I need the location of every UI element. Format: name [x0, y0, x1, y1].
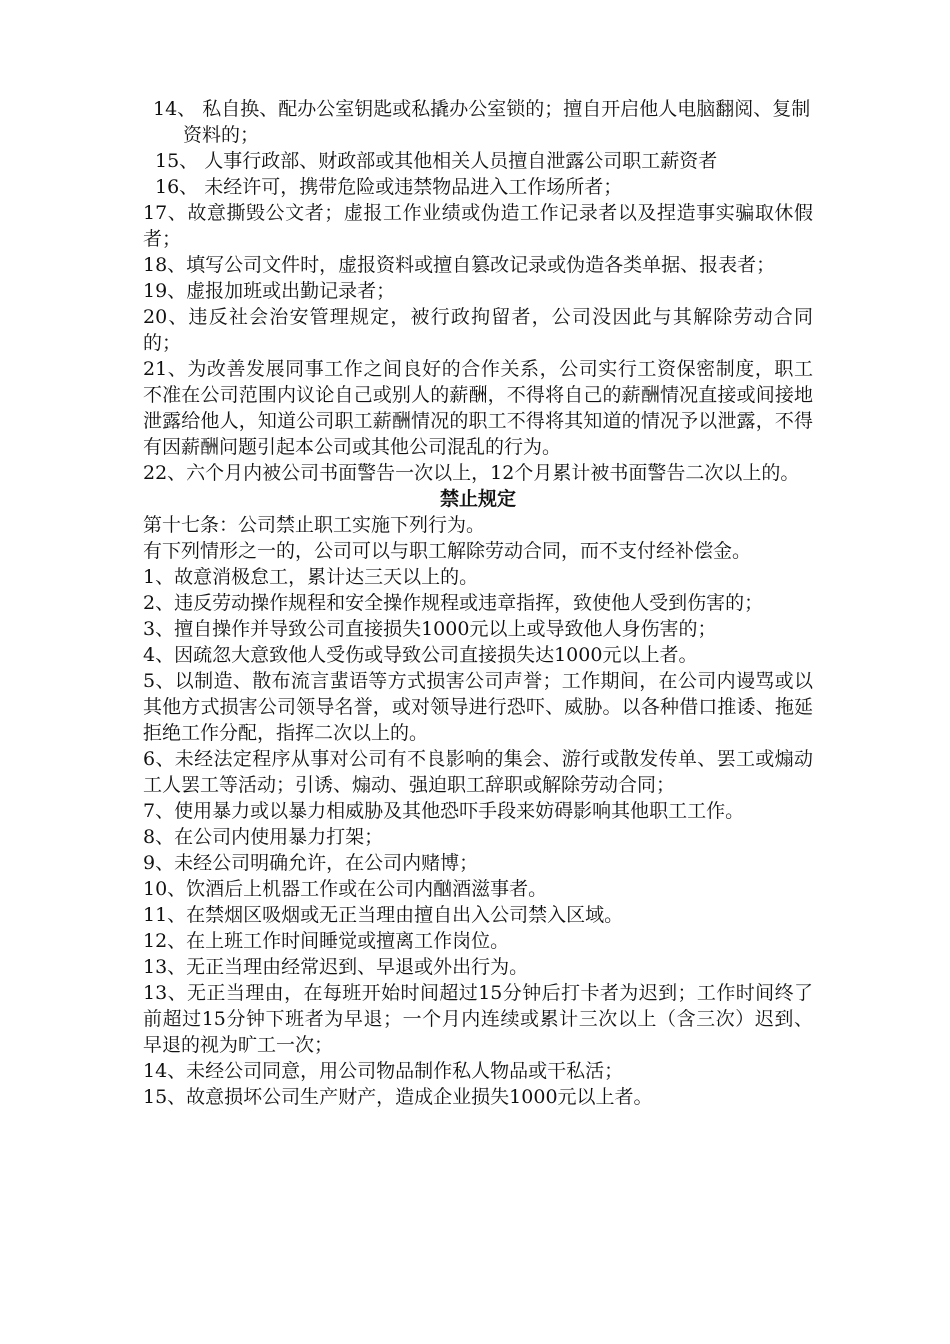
list-item: 10、饮酒后上机器工作或在公司内酗酒滋事者。: [143, 878, 548, 900]
intro-paragraph: 有下列情形之一的，公司可以与职工解除劳动合同，而不支付经补偿金。: [143, 540, 752, 562]
list-item: 6、未经法定程序从事对公司有不良影响的集会、游行或散发传单、罢工或煽动工人罢工等活动；引诱、煽动、强迫职工辞职或解除劳动合同；: [143, 748, 813, 796]
list-item: 5、以制造、散布流言蜚语等方式损害公司声誉；工作期间，在公司内谩骂或以其他方式损害公司领导名誉，或对领导进行恐吓、威胁。以各种借口推诿、拖延拒绝工作分配，指挥二次以上的。: [143, 670, 813, 744]
article-heading: 第十七条：公司禁止职工实施下列行为。: [143, 514, 486, 536]
list-item: 15、故意损坏公司生产财产，造成企业损失1000元以上者。: [143, 1086, 653, 1108]
list-item: 14、未经公司同意，用公司物品制作私人物品或干私活；: [143, 1060, 624, 1082]
list-item: 18、填写公司文件时，虚报资料或擅自篡改记录或伪造各类单据、报表者；: [143, 254, 776, 276]
list-item: 12、在上班工作时间睡觉或擅离工作岗位。: [143, 930, 510, 952]
list-item: 19、虚报加班或出勤记录者；: [143, 280, 396, 302]
list-item: 13、无正当理由经常迟到、早退或外出行为。: [143, 956, 529, 978]
list-item: 8、在公司内使用暴力打架；: [143, 826, 384, 848]
list-item: 1、故意消极怠工，累计达三天以上的。: [143, 566, 479, 588]
list-item: 22、六个月内被公司书面警告一次以上，12个月累计被书面警告二次以上的。: [143, 462, 800, 484]
list-item: 14、 私自换、配办公室钥匙或私撬办公室锁的；擅自开启他人电脑翻阅、复制资料的；: [153, 98, 811, 146]
document-page: [143, 96, 813, 1110]
list-item: 17、故意撕毁公文者；虚报工作业绩或伪造工作记录者以及捏造事实骗取休假者；: [143, 202, 813, 250]
list-item: 3、擅自操作并导致公司直接损失1000元以上或导致他人身伤害的；: [143, 618, 717, 640]
list-item: 20、违反社会治安管理规定，被行政拘留者，公司没因此与其解除劳动合同的；: [143, 306, 813, 354]
list-item: 21、为改善发展同事工作之间良好的合作关系，公司实行工资保密制度，职工不准在公司范围内议论自己或别人的薪酬，不得将自己的薪酬情况直接或间接地泄露给他人，知道公司职工薪酬情况的职工不得将其知道的情况予以泄露，不得有因薪酬问题引起本公司或其他公司混乱的行为。: [143, 358, 813, 458]
section-title: 禁止规定: [439, 488, 516, 510]
list-item: 15、 人事行政部、财政部或其他相关人员擅自泄露公司职工薪资者: [155, 150, 718, 172]
list-item: 11、在禁烟区吸烟或无正当理由擅自出入公司禁入区域。: [143, 904, 624, 926]
list-item: 9、未经公司明确允许，在公司内赌博；: [143, 852, 479, 874]
list-item: 13、无正当理由，在每班开始时间超过15分钟后打卡者为迟到；工作时间终了前超过15分钟下班者为早退；一个月内连续或累计三次以上（含三次）迟到、早退的视为旷工一次；: [143, 982, 813, 1056]
list-item: 16、 未经许可，携带危险或违禁物品进入工作场所者；: [155, 176, 623, 198]
list-item: 4、因疏忽大意致他人受伤或导致公司直接损失达1000元以上者。: [143, 644, 698, 666]
list-item: 7、使用暴力或以暴力相威胁及其他恐吓手段来妨碍影响其他职工工作。: [143, 800, 745, 822]
list-item: 2、违反劳动操作规程和安全操作规程或违章指挥，致使他人受到伤害的；: [143, 592, 764, 614]
